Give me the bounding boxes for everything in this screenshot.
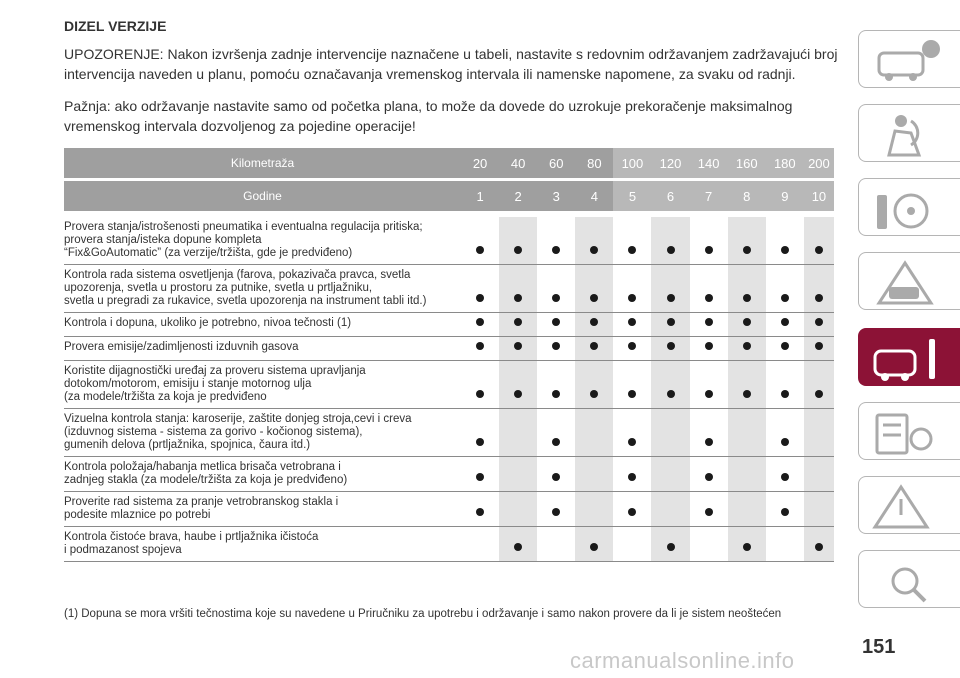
interval-cell — [537, 492, 575, 527]
year-value-3: 3 — [537, 181, 575, 211]
interval-cell — [499, 409, 537, 457]
interval-cell — [651, 313, 689, 337]
scheduled-dot — [590, 390, 598, 398]
interval-cell — [499, 265, 537, 313]
scheduled-dot — [815, 246, 823, 254]
scheduled-dot — [476, 473, 484, 481]
year-value-7: 7 — [690, 181, 728, 211]
km-value-80: 80 — [575, 148, 613, 181]
interval-cell — [461, 457, 499, 492]
interval-cell — [690, 265, 728, 313]
interval-cell — [766, 492, 804, 527]
interval-cell — [575, 409, 613, 457]
interval-cell — [461, 527, 499, 562]
interval-cell — [613, 457, 651, 492]
interval-cell — [766, 361, 804, 409]
interval-cell — [804, 527, 834, 562]
row-description: Proverite rad sistema za pranje vetrobranskog stakla i podesite mlaznice po potrebi — [64, 492, 461, 527]
scheduled-dot — [743, 294, 751, 302]
scheduled-dot — [743, 246, 751, 254]
interval-cell — [728, 265, 766, 313]
sidebar-tab-dashboard-controls[interactable] — [858, 178, 960, 236]
km-value-160: 160 — [728, 148, 766, 181]
scheduled-dot — [476, 390, 484, 398]
interval-cell — [651, 217, 689, 265]
interval-cell — [575, 457, 613, 492]
interval-cell — [766, 409, 804, 457]
row-description: Vizuelna kontrola stanja: karoserije, zaštite donjeg stroja,cevi i creva (izduvnog sistema - sistema za gorivo - kočionog sistema), gumenih delova (prtljažnika, spojnica, čaura itd.) — [64, 409, 461, 457]
table-row — [64, 361, 834, 409]
sidebar-tab-car-wrench[interactable] — [858, 328, 960, 386]
interval-cell — [461, 313, 499, 337]
scheduled-dot — [781, 318, 789, 326]
interval-cell — [690, 337, 728, 361]
scheduled-dot — [476, 438, 484, 446]
km-value-200: 200 — [804, 148, 834, 181]
interval-cell — [804, 492, 834, 527]
interval-cell — [804, 265, 834, 313]
row-description: Koristite dijagnostički uređaj za proveru sistema upravljanja dotokom/motorom, emisiju i stanje motornog ulja (za modele/tržišta za koja je predviđeno — [64, 361, 461, 409]
interval-cell — [613, 527, 651, 562]
scheduled-dot — [781, 390, 789, 398]
scheduled-dot — [628, 318, 636, 326]
footnote: (1) Dopuna se mora vršiti tečnostima koje su navedene u Priručniku za upotrebu i održavanje i samo nakon provere da li je sistem neoštećen — [64, 608, 782, 620]
scheduled-dot — [781, 342, 789, 350]
scheduled-dot — [781, 473, 789, 481]
year-value-8: 8 — [728, 181, 766, 211]
interval-cell — [804, 313, 834, 337]
interval-cell — [766, 527, 804, 562]
sidebar-tab-airbag-seatbelt[interactable] — [858, 104, 960, 162]
scheduled-dot — [514, 390, 522, 398]
interval-cell — [804, 217, 834, 265]
year-value-5: 5 — [613, 181, 651, 211]
interval-cell — [651, 361, 689, 409]
interval-cell — [613, 313, 651, 337]
scheduled-dot — [628, 508, 636, 516]
interval-cell — [461, 361, 499, 409]
interval-cell — [651, 492, 689, 527]
scheduled-dot — [815, 342, 823, 350]
interval-cell — [499, 492, 537, 527]
scheduled-dot — [705, 342, 713, 350]
scheduled-dot — [628, 294, 636, 302]
page-number: 151 — [862, 636, 896, 658]
interval-cell — [651, 409, 689, 457]
interval-cell — [461, 217, 499, 265]
year-value-9: 9 — [766, 181, 804, 211]
scheduled-dot — [628, 473, 636, 481]
scheduled-dot — [514, 342, 522, 350]
scheduled-dot — [590, 342, 598, 350]
interval-cell — [728, 313, 766, 337]
interval-cell — [804, 361, 834, 409]
scheduled-dot — [667, 318, 675, 326]
interval-cell — [499, 313, 537, 337]
interval-cell — [804, 337, 834, 361]
scheduled-dot — [667, 246, 675, 254]
interval-cell — [613, 492, 651, 527]
scheduled-dot — [781, 246, 789, 254]
scheduled-dot — [514, 294, 522, 302]
interval-cell — [690, 492, 728, 527]
scheduled-dot — [590, 246, 598, 254]
scheduled-dot — [476, 318, 484, 326]
scheduled-dot — [667, 543, 675, 551]
years-header-row — [64, 181, 834, 211]
interval-cell — [766, 265, 804, 313]
interval-cell — [499, 217, 537, 265]
interval-cell — [766, 337, 804, 361]
interval-cell — [651, 527, 689, 562]
km-value-140: 140 — [690, 148, 728, 181]
scheduled-dot — [476, 246, 484, 254]
scheduled-dot — [590, 543, 598, 551]
interval-cell — [728, 527, 766, 562]
scheduled-dot — [628, 390, 636, 398]
interval-cell — [728, 492, 766, 527]
scheduled-dot — [815, 543, 823, 551]
interval-cell — [537, 409, 575, 457]
scheduled-dot — [628, 342, 636, 350]
interval-cell — [728, 457, 766, 492]
scheduled-dot — [476, 508, 484, 516]
interval-cell — [537, 361, 575, 409]
interval-cell — [804, 457, 834, 492]
scheduled-dot — [552, 318, 560, 326]
scheduled-dot — [552, 508, 560, 516]
interval-cell — [651, 457, 689, 492]
scheduled-dot — [781, 438, 789, 446]
km-value-120: 120 — [651, 148, 689, 181]
interval-cell — [728, 217, 766, 265]
sidebar-tab-car-info[interactable] — [858, 30, 960, 88]
interval-cell — [613, 361, 651, 409]
scheduled-dot — [705, 473, 713, 481]
scheduled-dot — [514, 246, 522, 254]
row-description: Kontrola rada sistema osvetljenja (farova, pokazivača pravca, svetla upozorenja, svetla u prostoru za putnike, svetla u prtljažniku, svetla u pregradi za rukavice, svetla upozorenja na instrument tabli itd.) — [64, 265, 461, 313]
scheduled-dot — [590, 318, 598, 326]
note-paragraph: Pažnja: ako održavanje nastavite samo od početka plana, to može da dovede do uzrokuje prekoračenje maksimalnog vremenskog intervala dozvoljenog za pojedine operacije! — [64, 98, 793, 134]
scheduled-dot — [815, 318, 823, 326]
table-row — [64, 265, 834, 313]
interval-cell — [575, 492, 613, 527]
interval-cell — [690, 409, 728, 457]
scheduled-dot — [628, 246, 636, 254]
interval-cell — [613, 409, 651, 457]
row-description: Kontrola položaja/habanja metlica brisača vetrobrana i zadnjeg stakla (za modele/tržišta za koja je predviđeno) — [64, 457, 461, 492]
interval-cell — [766, 217, 804, 265]
km-value-40: 40 — [499, 148, 537, 181]
interval-cell — [537, 265, 575, 313]
scheduled-dot — [705, 508, 713, 516]
scheduled-dot — [552, 438, 560, 446]
table-row — [64, 527, 834, 562]
scheduled-dot — [552, 390, 560, 398]
interval-cell — [575, 313, 613, 337]
interval-cell — [499, 457, 537, 492]
year-value-1: 1 — [461, 181, 499, 211]
table-row — [64, 337, 834, 361]
scheduled-dot — [781, 294, 789, 302]
km-value-60: 60 — [537, 148, 575, 181]
interval-cell — [461, 409, 499, 457]
warning-paragraph: UPOZORENJE: Nakon izvršenja zadnje intervencije naznačene u tabeli, nastavite s redovnim održavanjem zadržavajući broj intervencija naveden u planu, pomoću označavanja vremenskog intervala ili namenske napomene, za svaku od radnji. — [64, 46, 838, 82]
scheduled-dot — [743, 342, 751, 350]
interval-cell — [575, 337, 613, 361]
scheduled-dot — [667, 390, 675, 398]
km-value-180: 180 — [766, 148, 804, 181]
scheduled-dot — [552, 294, 560, 302]
interval-cell — [690, 527, 728, 562]
interval-cell — [537, 217, 575, 265]
scheduled-dot — [743, 390, 751, 398]
interval-cell — [575, 527, 613, 562]
interval-cell — [461, 337, 499, 361]
scheduled-dot — [705, 318, 713, 326]
year-value-10: 10 — [804, 181, 834, 211]
sidebar-tab-alphabetical-index[interactable] — [858, 550, 960, 608]
sidebar-tab-emergency-triangle[interactable] — [858, 476, 960, 534]
scheduled-dot — [743, 318, 751, 326]
scheduled-dot — [667, 294, 675, 302]
scheduled-dot — [781, 508, 789, 516]
interval-cell — [575, 265, 613, 313]
interval-cell — [537, 527, 575, 562]
scheduled-dot — [705, 246, 713, 254]
table-row — [64, 313, 834, 337]
interval-cell — [690, 313, 728, 337]
interval-cell — [461, 265, 499, 313]
table-row — [64, 492, 834, 527]
interval-cell — [499, 337, 537, 361]
scheduled-dot — [667, 342, 675, 350]
km-value-20: 20 — [461, 148, 499, 181]
row-description: Provera emisije/zadimljenosti izduvnih gasova — [64, 337, 461, 361]
kilometer-header-row — [64, 148, 834, 181]
year-value-6: 6 — [651, 181, 689, 211]
km-value-100: 100 — [613, 148, 651, 181]
scheduled-dot — [815, 390, 823, 398]
scheduled-dot — [705, 390, 713, 398]
scheduled-dot — [552, 473, 560, 481]
table-row — [64, 409, 834, 457]
sidebar-tab-warning-car[interactable] — [858, 252, 960, 310]
interval-cell — [728, 361, 766, 409]
row-description: Kontrola čistoće brava, haube i prtljažnika ičistoća i podmazanost spojeva — [64, 527, 461, 562]
interval-cell — [499, 527, 537, 562]
section-title: DIZEL VERZIJE — [64, 18, 167, 34]
interval-cell — [537, 313, 575, 337]
interval-cell — [575, 217, 613, 265]
table-row — [64, 457, 834, 492]
scheduled-dot — [476, 294, 484, 302]
table-row — [64, 217, 834, 265]
interval-cell — [461, 492, 499, 527]
scheduled-dot — [476, 342, 484, 350]
interval-cell — [613, 337, 651, 361]
interval-cell — [575, 361, 613, 409]
interval-cell — [728, 409, 766, 457]
interval-cell — [651, 265, 689, 313]
scheduled-dot — [590, 294, 598, 302]
interval-cell — [613, 217, 651, 265]
interval-cell — [690, 361, 728, 409]
interval-cell — [499, 361, 537, 409]
interval-cell — [766, 313, 804, 337]
scheduled-dot — [514, 543, 522, 551]
sidebar-tab-specs-gears[interactable] — [858, 402, 960, 460]
watermark: carmanualsonline.info — [570, 648, 795, 673]
scheduled-dot — [514, 318, 522, 326]
row-description: Provera stanja/istrošenosti pneumatika i eventualna regulacija pritiska; provera stanja/isteka dopune kompleta “Fix&GoAutomatic” (za verzije/tržišta, gde je predviđeno) — [64, 217, 461, 265]
interval-cell — [613, 265, 651, 313]
interval-cell — [804, 409, 834, 457]
row-description: Kontrola i dopuna, ukoliko je potrebno, nivoa tečnosti (1) — [64, 313, 461, 337]
scheduled-dot — [705, 438, 713, 446]
interval-cell — [690, 457, 728, 492]
scheduled-dot — [552, 342, 560, 350]
scheduled-dot — [552, 246, 560, 254]
interval-cell — [537, 337, 575, 361]
scheduled-dot — [743, 543, 751, 551]
interval-cell — [690, 217, 728, 265]
scheduled-dot — [705, 294, 713, 302]
scheduled-dot — [815, 294, 823, 302]
interval-cell — [728, 337, 766, 361]
scheduled-dot — [628, 438, 636, 446]
interval-cell — [651, 337, 689, 361]
year-value-2: 2 — [499, 181, 537, 211]
years-header-label: Godine — [64, 181, 461, 211]
year-value-4: 4 — [575, 181, 613, 211]
maintenance-table — [64, 148, 834, 562]
interval-cell — [766, 457, 804, 492]
km-header-label: Kilometraža — [64, 148, 461, 181]
interval-cell — [537, 457, 575, 492]
